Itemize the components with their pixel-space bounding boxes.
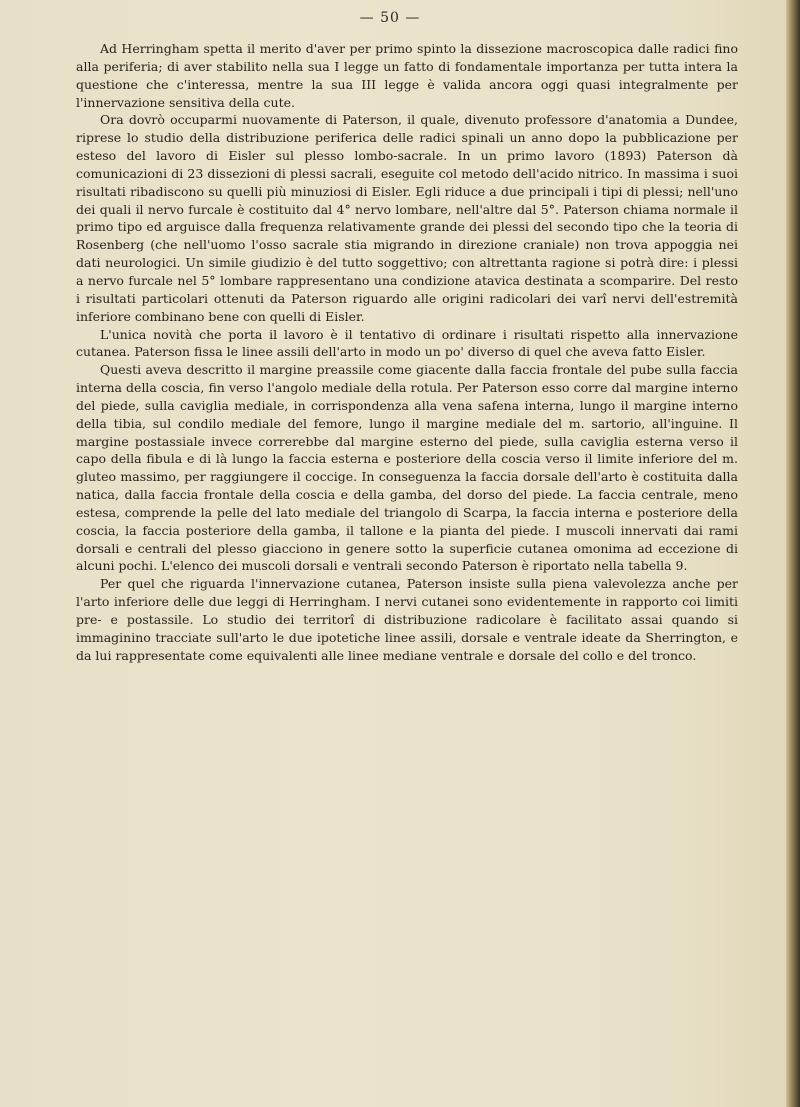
paragraph: L'unica novità che porta il lavoro è il tentativo di ordinare i risultati rispetto alla innervazione cutanea. Paterson fissa le linee assili dell'arto in modo un po' diverso di quel che aveva fatto Eisler. [76, 326, 738, 360]
paragraph: Ad Herringham spetta il merito d'aver per primo spinto la dissezione macroscopica dalle radici fino alla periferia; di aver stabilito nella sua I legge un fatto di fondamentale importanza per tutta intera la questione che c'interessa, mentre la sua III legge è valida ancora oggi quasi integralmente per l'innervazione sensitiva della cute. [76, 41, 738, 110]
paragraph: Questi aveva descritto il margine preassile come giacente dalla faccia frontale del pube sulla faccia interna della coscia, fin verso l'angolo mediale della rotula. Per Paterson esso corre dal margine interno del piede, sulla caviglia mediale, in corrispondenza alla vena safena interna, lungo il margine interno della tibia, sul condilo mediale del femore, lungo il margine mediale del m. sartorio, all'inguine. Il margine postassiale invece correrebbe dal margine esterno del piede, sulla caviglia esterna verso il capo della fibula e di là lungo la faccia esterna e posteriore della coscia verso il limite inferiore del m. gluteo massimo, per raggiungere il coccige. In conseguenza la faccia dorsale dell'arto è costituita dalla natica, dalla faccia frontale della coscia e della gamba, del dorso del piede. La faccia centrale, meno estesa, comprende la pelle del lato mediale del triangolo di Scarpa, la faccia interna e posteriore della coscia, la faccia posteriore della gamba, il tallone e la pianta del piede. I muscoli innervati dai rami dorsali e centrali del plesso giacciono in genere sotto la superficie cutanea omonima ad eccezione di alcuni pochi. L'elenco dei muscoli dorsali e ventrali secondo Paterson è riportato nella tabella 9. [76, 362, 738, 574]
page-edge-shadow [786, 0, 800, 1107]
page-number: — 50 — [359, 10, 421, 26]
paragraph: Per quel che riguarda l'innervazione cutanea, Paterson insiste sulla piena valevolezza anche per l'arto inferiore delle due leggi di Herringham. I nervi cutanei sono evidentemente in rapporto coi limiti pre- e postassile. Lo studio dei territorî di distribuzione radicolare è facilitato assai quando si immaginino tracciate sull'arto le due ipotetiche linee assili, dorsale e ventrale ideate da Sherrington, e da lui rappresentate come equivalenti alle linee mediane ventrale e dorsale del collo e del tronco. [76, 576, 738, 663]
paragraph: Ora dovrò occuparmi nuovamente di Paterson, il quale, divenuto professore d'anatomia a Dundee, riprese lo studio della distribuzione periferica delle radici spinali un anno dopo la pubblicazione per esteso del lavoro di Eisler sul plesso lombo-sacrale. In un primo lavoro (1893) Paterson dà comunicazioni di 23 dissezioni di plessi sacrali, eseguite col metodo dell'acido nitrico. In massima i suoi risultati ribadiscono su quelli più minuziosi di Eisler. Egli riduce a due principali i tipi di plessi; nell'uno dei quali il nervo furcale è costituito dal 4° nervo lombare, nell'altre dal 5°. Paterson chiama normale il primo tipo ed arguisce dalla frequenza relativamente grande dei plessi del secondo tipo che la teoria di Rosenberg (che nell'uomo l'osso sacrale stia migrando in direzione craniale) non trova appoggia nei dati neurologici. Un simile giudizio è del tutto soggettivo; con altrettanta ragione si potrà dire: i plessi a nervo furcale nel 5° lombare rappresentano una condizione atavica destinata a scomparire. Del resto i risultati particolari ottenuti da Paterson riguardo alle origini radicolari dei varî nervi dell'estremità inferiore combinano bene con quelli di Eisler. [76, 112, 738, 324]
body-text [76, 40, 738, 665]
